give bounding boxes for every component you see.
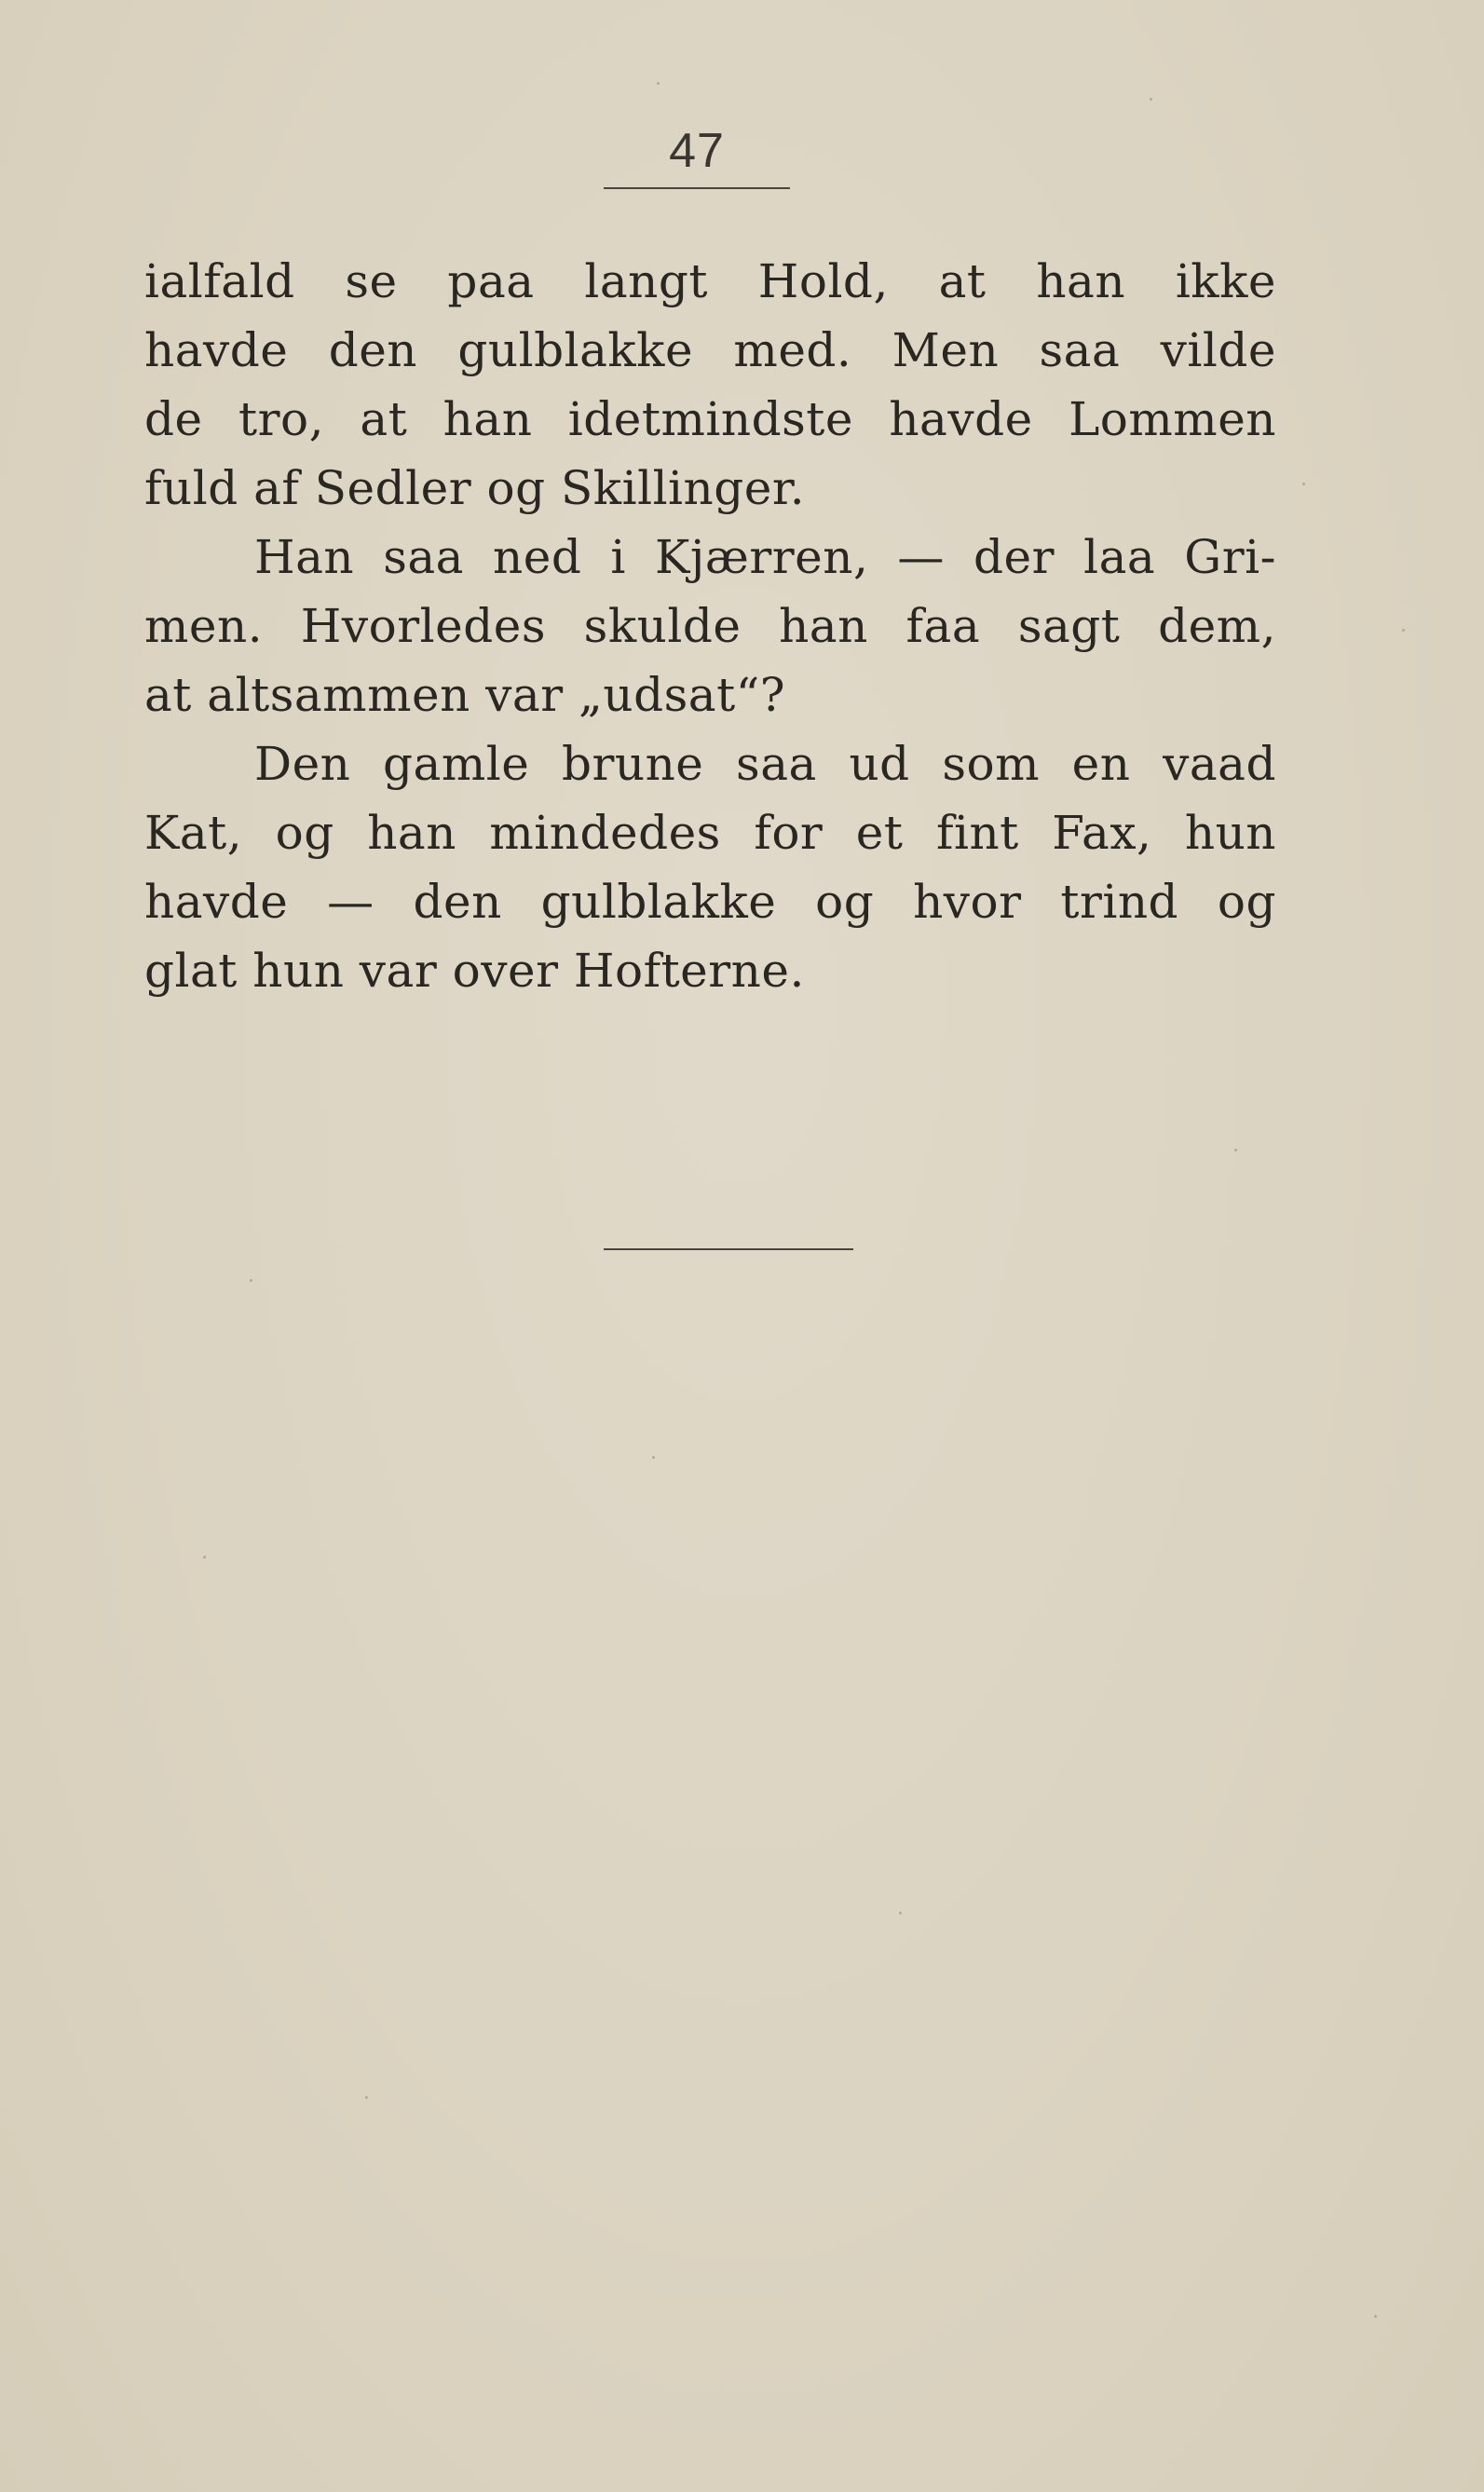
paper-speck [250, 1279, 252, 1282]
text-line: at altsammen var „udsat“? [144, 668, 786, 722]
text-line: havde — den gulblakke og hvor trind og [144, 875, 1276, 929]
paper-speck [203, 1556, 206, 1559]
body-text [144, 247, 1276, 1005]
text-line: ialfald se paa langt Hold, at han ikke [144, 254, 1276, 308]
text-line: fuld af Sedler og Skillinger. [144, 461, 806, 515]
paper-speck [899, 1912, 902, 1914]
text-line: Kat, og han mindedes for et fint Fax, hun [144, 806, 1276, 860]
text-line: Den gamle brune saa ud som en vaad [254, 737, 1276, 791]
end-rule [604, 1248, 853, 1250]
paper-speck [1234, 1149, 1237, 1151]
paper-speck [657, 82, 660, 85]
text-line: havde den gulblakke med. Men saa vilde [144, 323, 1276, 377]
paper-speck [1402, 629, 1405, 632]
text-line: men. Hvorledes skulde han faa sagt dem, [144, 599, 1276, 653]
page-number: 47 [669, 124, 725, 178]
paper-speck [652, 1456, 655, 1459]
text-line: glat hun var over Hofterne. [144, 944, 805, 998]
header-rule [604, 187, 790, 189]
paper-speck [1374, 2315, 1377, 2318]
paper-speck [1302, 483, 1305, 485]
paper-speck [1150, 98, 1152, 101]
text-line: de tro, at han idetmindste havde Lommen [144, 392, 1276, 446]
text-line: Han saa ned i Kjærren, — der laa Gri- [254, 530, 1276, 584]
paper-speck [365, 2096, 368, 2099]
